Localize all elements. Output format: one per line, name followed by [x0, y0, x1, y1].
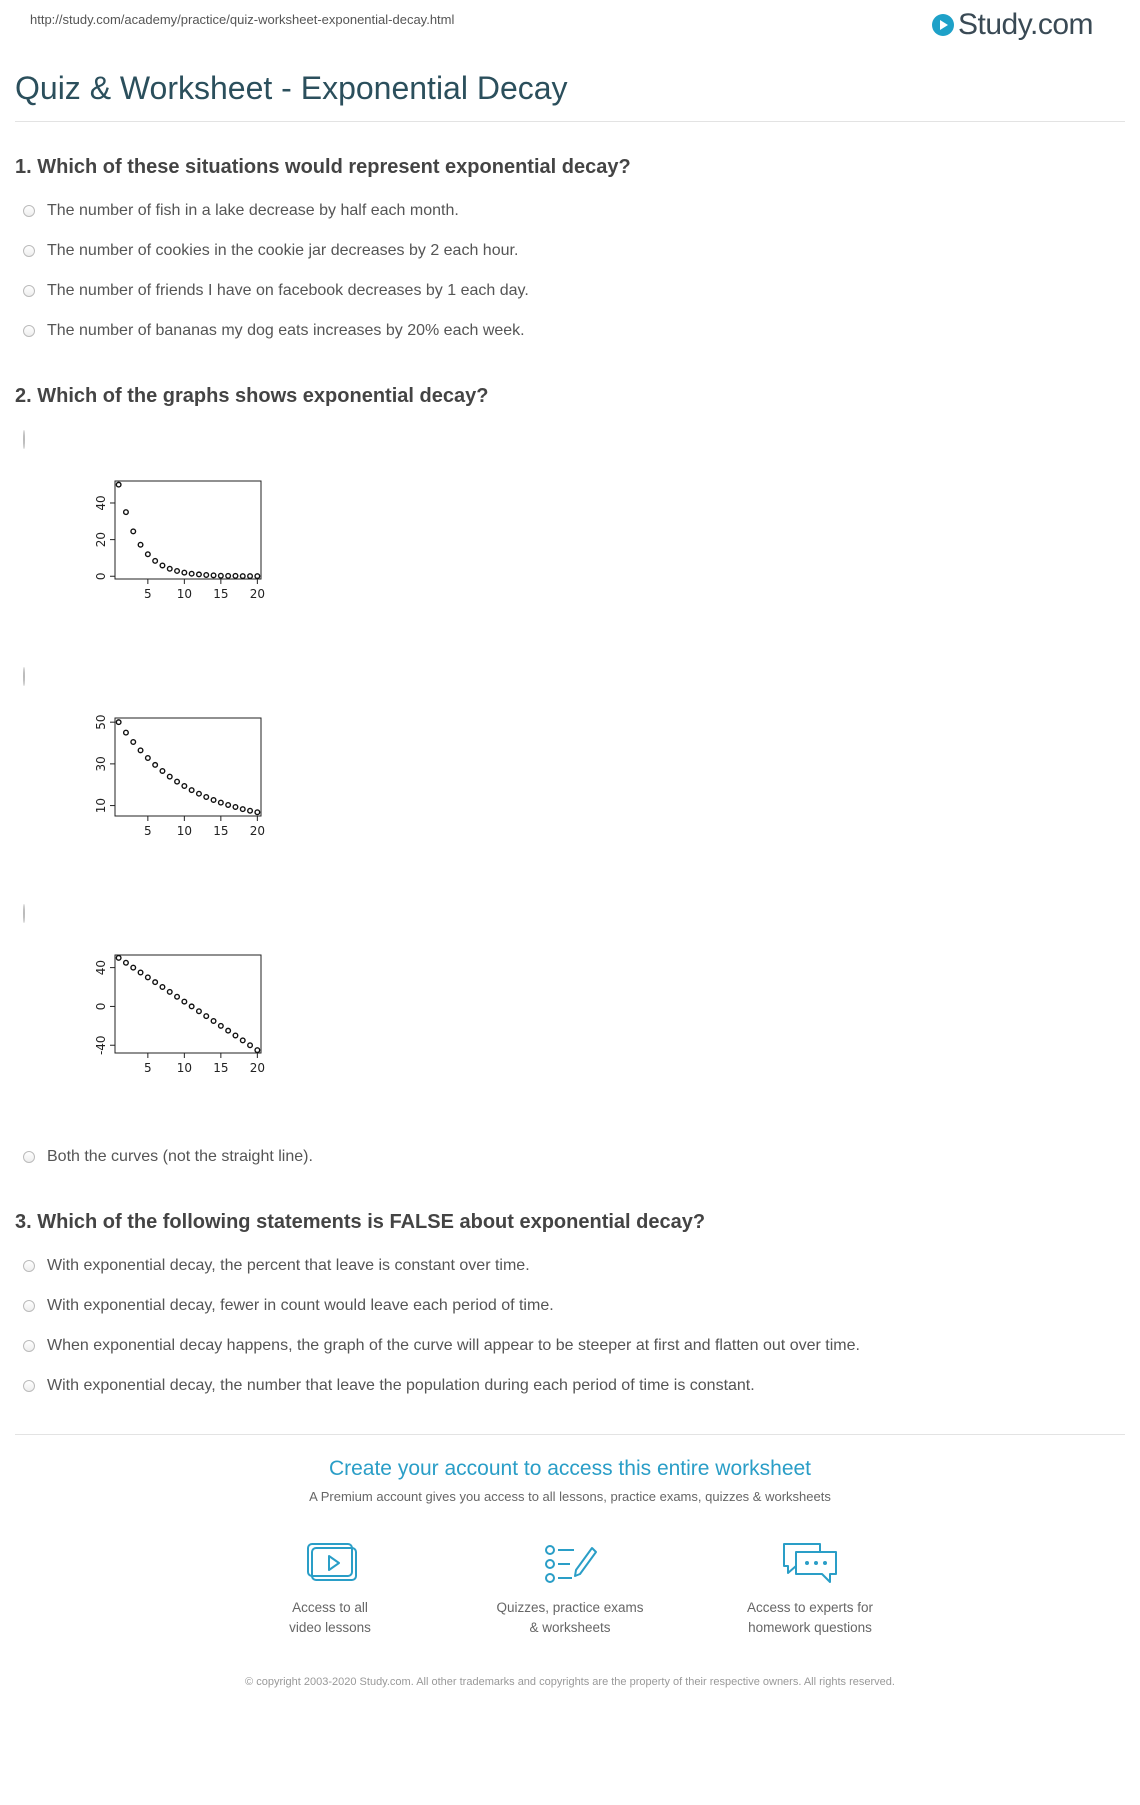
signup-cta [15, 1457, 1125, 1638]
data-point [255, 1048, 260, 1053]
data-point [131, 965, 136, 970]
data-point [131, 529, 136, 534]
answer-option-graph-1[interactable] [15, 420, 1125, 657]
option-text: With exponential decay, the number that leave the population during each period of time is constant. [47, 1377, 755, 1394]
x-tick-label: 5 [144, 1061, 152, 1075]
data-point [197, 1009, 202, 1014]
data-point [153, 559, 158, 564]
data-point [146, 975, 151, 980]
radio-button[interactable] [23, 285, 35, 297]
feature-worksheets [485, 1540, 655, 1638]
top-bar [15, 0, 1125, 48]
data-point [189, 571, 194, 576]
data-point [182, 570, 187, 575]
data-point [160, 563, 165, 568]
data-point [182, 999, 187, 1004]
data-point [255, 810, 260, 815]
data-point [248, 1043, 253, 1048]
cta-subtitle: A Premium account gives you access to all lessons, practice exams, quizzes & worksheets [309, 1489, 831, 1504]
x-tick-label: 10 [176, 1061, 192, 1075]
radio-button[interactable] [23, 430, 25, 449]
plot-frame [115, 481, 261, 579]
question-title: 3. Which of the following statements is FALSE about exponential decay? [15, 1211, 706, 1233]
y-tick-label: 40 [94, 495, 108, 511]
option-text: With exponential decay, fewer in count would leave each period of time. [47, 1297, 554, 1314]
data-point [219, 573, 224, 578]
answer-option[interactable] [15, 231, 1125, 271]
y-tick-label: 30 [94, 756, 108, 772]
data-point [189, 1004, 194, 1009]
data-point [226, 574, 231, 579]
answer-option[interactable] [15, 1286, 1125, 1326]
data-point [233, 805, 238, 810]
data-point [167, 990, 172, 995]
answer-option[interactable] [15, 271, 1125, 311]
x-tick-label: 5 [144, 587, 152, 601]
page-url: http://study.com/academy/practice/quiz-worksheet-exponential-decay.html [30, 12, 455, 27]
data-point [240, 807, 245, 812]
data-point [138, 970, 143, 975]
data-point [197, 791, 202, 796]
radio-button[interactable] [23, 1340, 35, 1352]
feature-line-1: Access to experts for [746, 1600, 874, 1615]
x-tick-label: 20 [249, 824, 265, 838]
feature-line-2: video lessons [289, 1620, 371, 1635]
data-point [219, 800, 224, 805]
y-tick-label: -40 [94, 1035, 108, 1056]
y-tick-label: 0 [94, 1002, 108, 1011]
data-point [116, 720, 121, 725]
answer-option[interactable] [15, 1137, 1125, 1177]
data-point [153, 763, 158, 768]
answer-option[interactable] [15, 191, 1125, 231]
answer-option[interactable] [15, 311, 1125, 351]
data-point [116, 956, 121, 961]
plot-frame [115, 955, 261, 1053]
x-tick-label: 15 [213, 1061, 229, 1075]
data-point [233, 1033, 238, 1038]
data-point [219, 1024, 224, 1029]
data-point [189, 788, 194, 793]
radio-button[interactable] [23, 325, 35, 337]
y-tick-label: 10 [94, 797, 108, 814]
x-tick-label: 20 [249, 1061, 265, 1075]
feature-line-2: & worksheets [529, 1620, 611, 1635]
data-point [211, 798, 216, 803]
radio-button[interactable] [23, 667, 25, 686]
data-point [182, 784, 187, 789]
worksheet-icon [542, 1540, 598, 1586]
feature-line-2: homework questions [748, 1620, 872, 1635]
logo-text: Study.com [958, 8, 1093, 41]
data-point [153, 980, 158, 985]
data-point [226, 1028, 231, 1033]
scatter-plot-1 [75, 471, 275, 657]
data-point [138, 542, 143, 547]
y-tick-label: 50 [94, 714, 108, 730]
page-title: Quiz & Worksheet - Exponential Decay [15, 70, 1125, 122]
question-title: 2. Which of the graphs shows exponential decay? [15, 385, 489, 407]
data-point [175, 779, 180, 784]
study-logo[interactable] [932, 8, 1093, 42]
answer-option-graph-3[interactable] [15, 894, 1125, 1131]
data-point [131, 740, 136, 745]
chat-bubbles-icon [780, 1540, 840, 1586]
data-point [167, 566, 172, 571]
answer-option[interactable] [15, 1366, 1125, 1406]
data-point [197, 572, 202, 577]
data-point [160, 769, 165, 774]
data-point [116, 482, 121, 487]
data-point [124, 510, 129, 515]
answer-option[interactable] [15, 1326, 1125, 1366]
data-point [240, 574, 245, 579]
option-text: The number of cookies in the cookie jar decreases by 2 each hour. [47, 242, 519, 259]
option-text: With exponential decay, the percent that leave is constant over time. [47, 1257, 530, 1274]
data-point [255, 574, 260, 579]
y-tick-label: 20 [94, 531, 108, 548]
data-point [211, 1019, 216, 1024]
data-point [146, 552, 151, 557]
x-tick-label: 20 [249, 587, 265, 601]
option-text: The number of bananas my dog eats increases by 20% each week. [47, 322, 525, 339]
radio-button[interactable] [23, 1260, 35, 1272]
question-2 [15, 385, 1125, 1177]
video-lesson-icon [302, 1540, 358, 1586]
data-point [175, 569, 180, 574]
option-text: When exponential decay happens, the graph of the curve will appear to be steeper at first and flatten out over time. [47, 1337, 860, 1354]
x-tick-label: 10 [176, 587, 192, 601]
option-text: Both the curves (not the straight line). [47, 1148, 313, 1165]
x-tick-label: 5 [144, 824, 152, 838]
data-point [204, 573, 209, 578]
feature-video-lessons [245, 1540, 415, 1638]
radio-button[interactable] [23, 205, 35, 217]
option-text: The number of fish in a lake decrease by half each month. [47, 202, 459, 219]
question-3 [15, 1211, 1125, 1406]
data-point [146, 756, 151, 761]
y-tick-label: 0 [94, 572, 108, 581]
data-point [138, 748, 143, 753]
x-tick-label: 10 [176, 824, 192, 838]
radio-button[interactable] [23, 1380, 35, 1392]
data-point [240, 1038, 245, 1043]
data-point [175, 994, 180, 999]
cta-title[interactable]: Create your account to access this entire worksheet [328, 1457, 812, 1480]
copyright-notice: © copyright 2003-2020 Study.com. All other trademarks and copyrights are the property of their respective owners. All rights reserved. [245, 1676, 895, 1688]
radio-button[interactable] [23, 245, 35, 257]
radio-button[interactable] [23, 904, 25, 923]
y-tick-label: 40 [94, 959, 108, 976]
answer-option[interactable] [15, 1246, 1125, 1286]
feature-experts [725, 1540, 895, 1638]
answer-option-graph-2[interactable] [15, 657, 1125, 894]
x-tick-label: 15 [213, 587, 229, 601]
data-point [124, 730, 129, 735]
scatter-plot-2 [75, 708, 275, 894]
data-point [204, 795, 209, 800]
feature-line-1: Quizzes, practice exams [496, 1600, 644, 1615]
data-point [124, 960, 129, 965]
radio-button[interactable] [23, 1300, 35, 1312]
data-point [204, 1014, 209, 1019]
data-point [211, 573, 216, 578]
data-point [233, 574, 238, 579]
question-1 [15, 156, 1125, 351]
option-text: The number of friends I have on facebook decreases by 1 each day. [47, 282, 529, 299]
play-logo-icon [932, 14, 954, 36]
feature-line-1: Access to all [292, 1600, 368, 1615]
scatter-plot-3 [75, 945, 275, 1131]
feature-list [15, 1540, 1125, 1638]
divider [15, 1434, 1125, 1435]
radio-button[interactable] [23, 1151, 35, 1163]
data-point [248, 574, 253, 579]
data-point [226, 803, 231, 808]
data-point [160, 985, 165, 990]
plot-frame [115, 718, 261, 816]
data-point [248, 808, 253, 813]
question-title: 1. Which of these situations would represent exponential decay? [15, 156, 631, 178]
data-point [167, 774, 172, 779]
x-tick-label: 15 [213, 824, 229, 838]
